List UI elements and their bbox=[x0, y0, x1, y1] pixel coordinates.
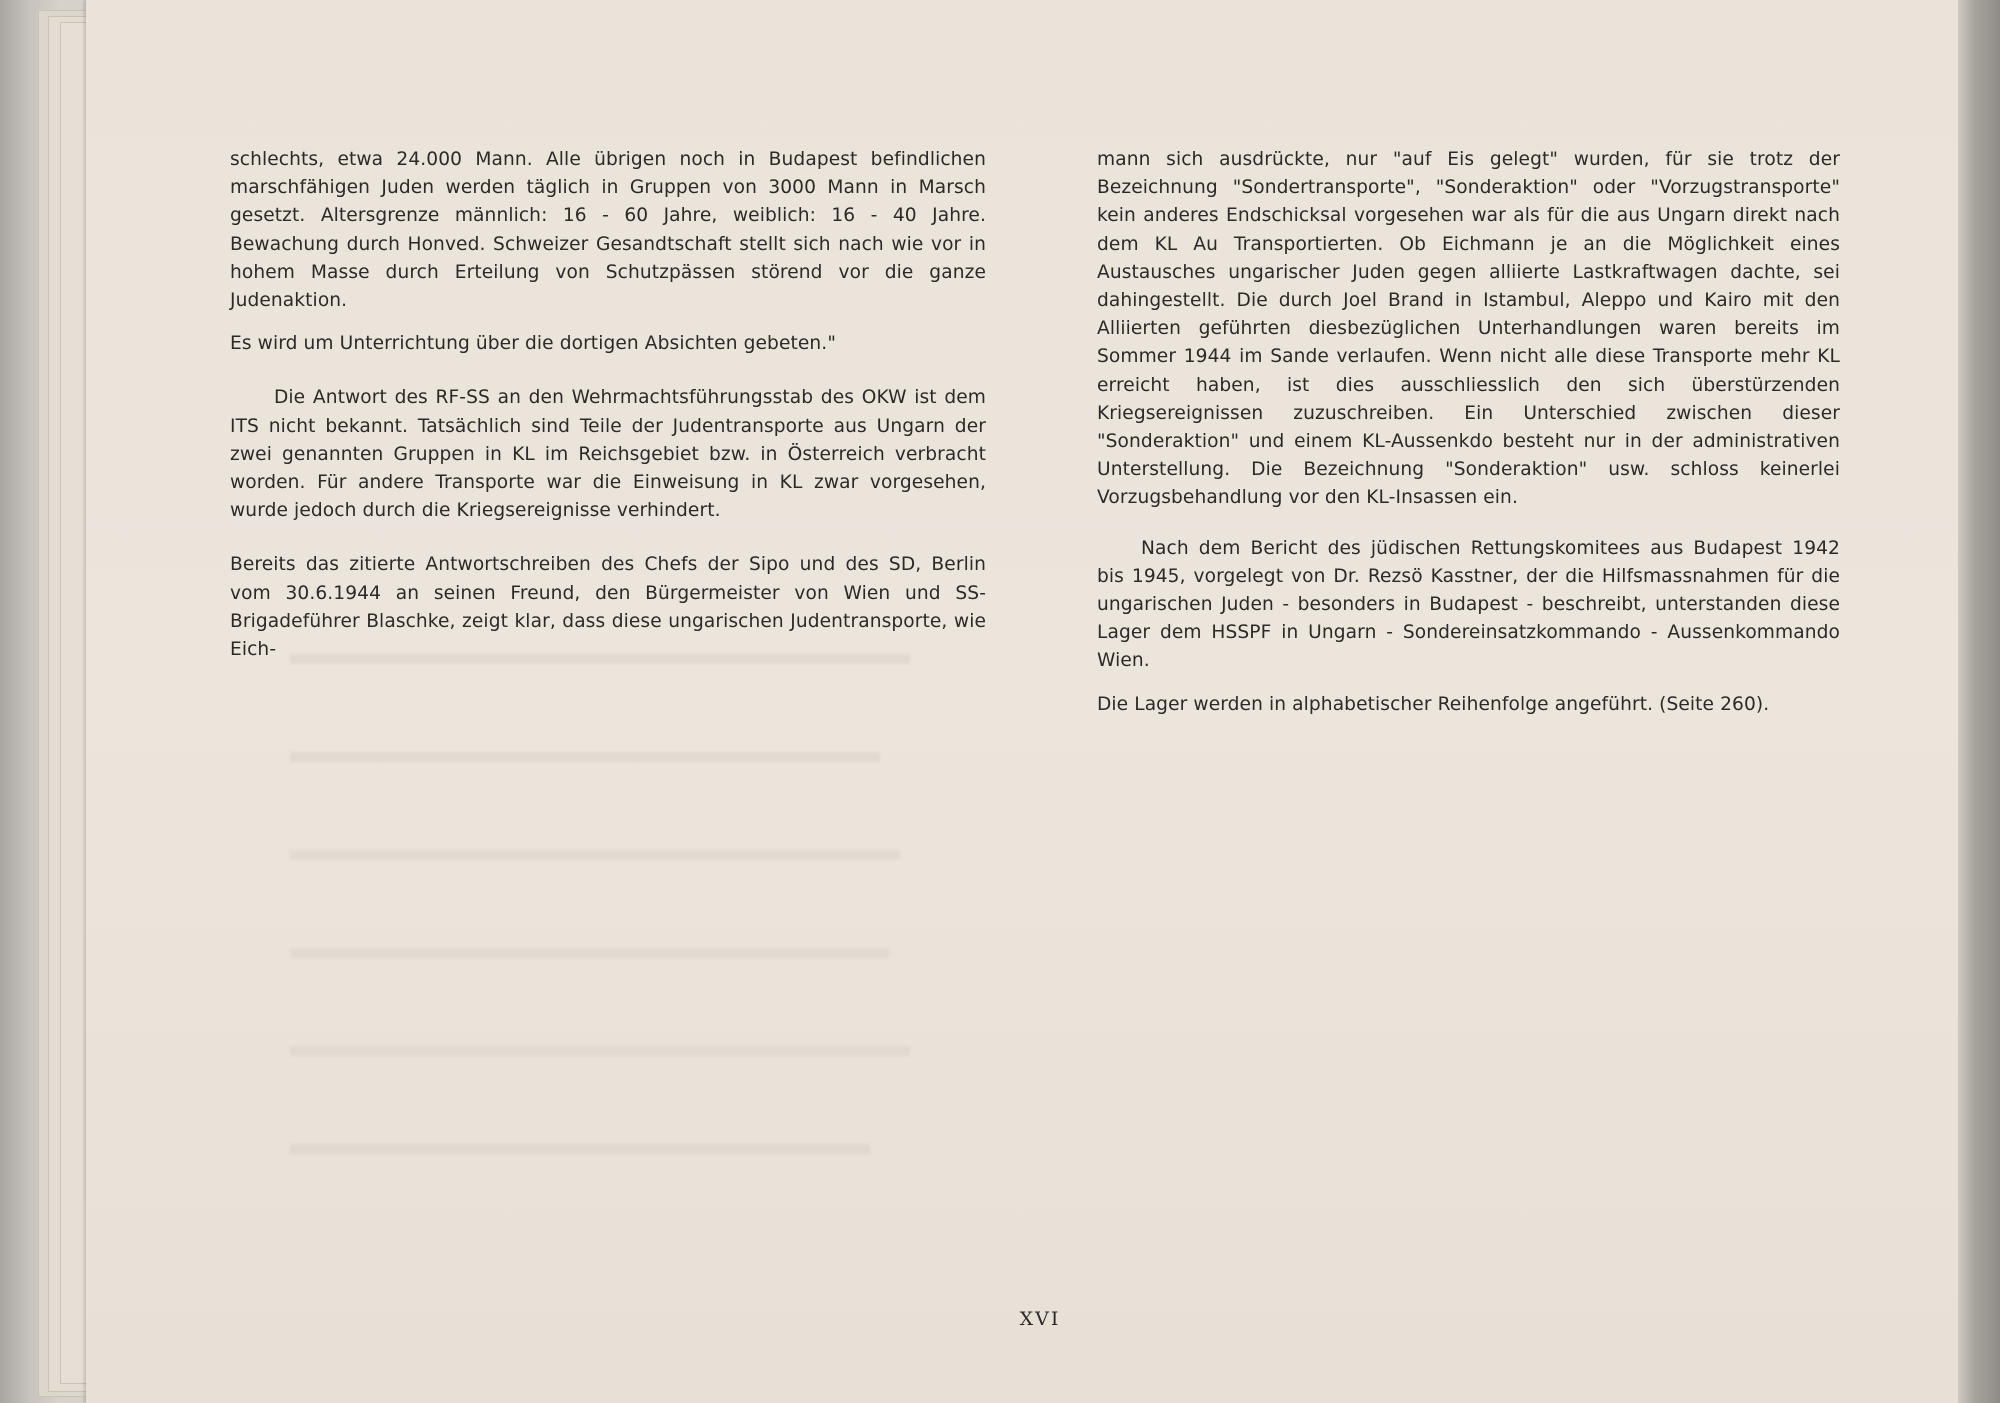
paragraph: Die Antwort des RF-SS an den Wehrmachtsführungsstab des OKW ist dem ITS nicht bekannt. Tatsächlich sind Teile der Judentransporte aus Ungarn der zwei genannten Gruppen in KL im Reichsgebiet bzw. in Österreich verbracht worden. Für andere Transporte war die Einweisung in KL zwar vorgesehen, wurde jedoch durch die Kriegsereignisse verhindert. bbox=[230, 387, 986, 522]
book-cover-edge bbox=[1958, 0, 2000, 1403]
paragraph: Die Lager werden in alphabetischer Reihenfolge angeführt. (Seite 260). bbox=[1097, 693, 1770, 715]
right-text-column bbox=[1097, 146, 1840, 734]
paragraph: mann sich ausdrückte, nur "auf Eis gelegt" wurden, für sie trotz der Bezeichnung "Sondertransporte", "Sonderaktion" oder "Vorzugstransporte" kein anderes Endschicksal vorgesehen war als für die aus Ungarn direkt nach dem KL Au Transportierten. Ob Eichmann je an die Möglichkeit eines Austausches ungarischer Juden gegen alliierte Lastkraftwagen dachte, sei dahingestellt. Die durch Joel Brand in Istambul, Aleppo und Kairo mit den Alliierten geführten diesbezüglichen Unterhandlungen waren bereits im Sommer 1944 im Sande verlaufen. Wenn nicht alle diese Transporte mehr KL erreicht haben, ist dies ausschliesslich den sich überstürzenden Kriegsereignissen zuzuschreiben. Ein Unterschied zwischen dieser "Sonderaktion" und einem KL-Aussenkdo besteht nur in der administrativen Unterstellung. Die Bezeichnung "Sonderaktion" usw. schloss keinerlei Vorzugsbehandlung vor den KL-Insassen ein. bbox=[1097, 149, 1840, 509]
paragraph: Bereits das zitierte Antwortschreiben des Chefs der Sipo und des SD, Berlin vom 30.6.1944 an seinen Freund, den Bürgermeister von Wien und SS-Brigadeführer Blaschke, zeigt klar, dass diese ungarischen Judentransporte, wie Eich- bbox=[230, 554, 986, 661]
paragraph: Nach dem Bericht des jüdischen Rettungskomitees aus Budapest 1942 bis 1945, vorgelegt von Dr. Rezsö Kasstner, der die Hilfsmassnahmen für die ungarischen Juden - besonders in Budapest - beschreibt, unterstanden diese Lager dem HSSPF in Ungarn - Sondereinsatzkommando - Aussenkommando Wien. bbox=[1097, 537, 1840, 672]
left-text-column bbox=[230, 146, 986, 679]
page-number: XVI bbox=[1019, 1308, 1061, 1330]
paragraph: schlechts, etwa 24.000 Mann. Alle übrigen noch in Budapest befindlichen marschfähigen Juden werden täglich in Gruppen von 3000 Mann in Marsch gesetzt. Altersgrenze männlich: 16 - 60 Jahre, weiblich: 16 - 40 Jahre. Bewachung durch Honved. Schweizer Gesandtschaft stellt sich nach wie vor in hohem Masse durch Erteilung von Schutzpässen störend vor die ganze Judenaktion. bbox=[230, 149, 986, 312]
paragraph: Es wird um Unterrichtung über die dortigen Absichten gebeten." bbox=[230, 333, 836, 355]
